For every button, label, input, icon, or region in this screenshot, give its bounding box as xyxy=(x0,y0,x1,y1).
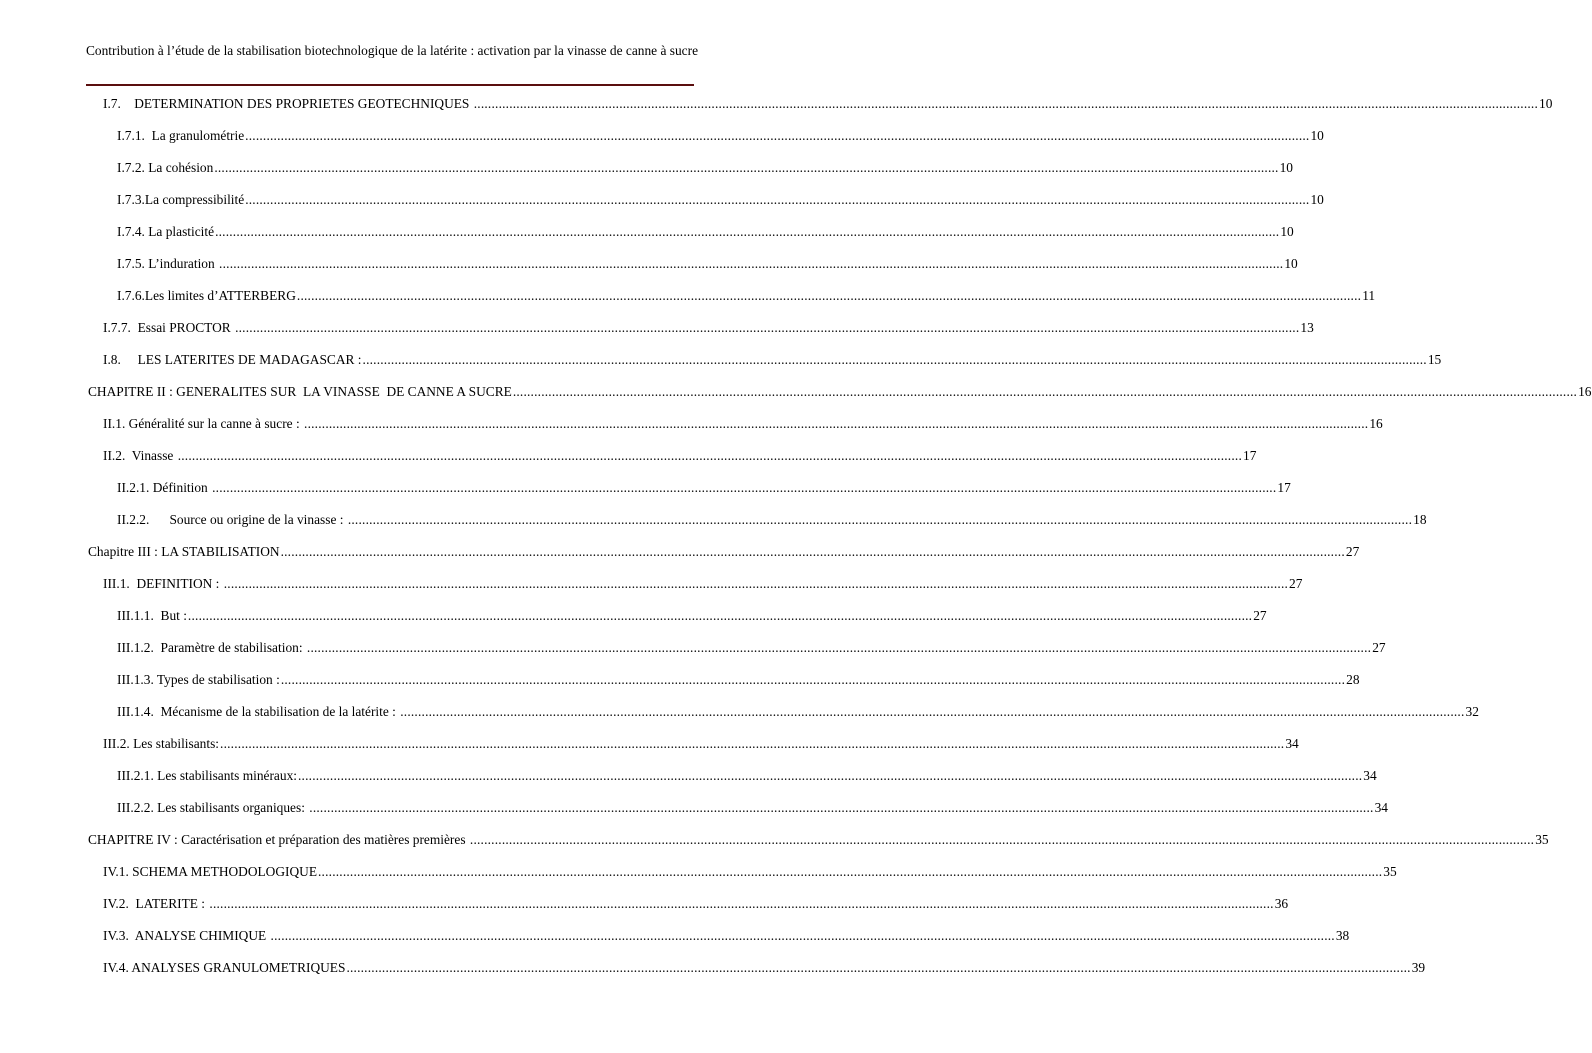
toc-leader-dots: ............................................................................................................................................................................................................................................................................................................ xyxy=(473,96,1539,111)
toc-entry-title: I.7.1. La granulométrie xyxy=(117,128,245,143)
toc-leader-dots: ............................................................................................................................................................................................................................................................................................................ xyxy=(304,416,1369,431)
toc-entry-page-number: 27 xyxy=(1253,608,1267,623)
toc-entry[interactable] xyxy=(103,894,1289,914)
toc-leader-dots: ............................................................................................................................................................................................................................................................................................................ xyxy=(215,224,1280,239)
toc-entry-page-number: 27 xyxy=(1345,544,1360,559)
toc-entry-page-number: 17 xyxy=(1243,448,1257,463)
toc-leader-dots: ............................................................................................................................................................................................................................................................................................................ xyxy=(309,800,1374,815)
toc-leader-dots: ............................................................................................................................................................................................................................................................................................................ xyxy=(235,320,1300,335)
toc-leader-dots: ............................................................................................................................................................................................................................................................................................................ xyxy=(223,576,1289,591)
toc-leader-dots: ............................................................................................................................................................................................................................................................................................................ xyxy=(318,864,1383,879)
toc-entry-page-number: 34 xyxy=(1285,736,1299,751)
toc-leader-dots: ............................................................................................................................................................................................................................................................................................................ xyxy=(347,512,1413,527)
toc-leader-dots: ............................................................................................................................................................................................................................................................................................................ xyxy=(219,256,1284,271)
toc-entry[interactable] xyxy=(117,638,1386,658)
toc-entry[interactable] xyxy=(117,190,1324,210)
toc-entry[interactable] xyxy=(117,798,1388,818)
toc-entry-title: I.7.3.La compressibilité xyxy=(117,192,245,207)
toc-entry-title: III.1.2. Paramètre de stabilisation: xyxy=(117,640,306,655)
toc-leader-dots: ............................................................................................................................................................................................................................................................................................................ xyxy=(270,928,1335,943)
toc-leader-dots: ............................................................................................................................................................................................................................................................................................................ xyxy=(245,192,1310,207)
toc-entry-title: I.7.7. Essai PROCTOR xyxy=(103,320,235,335)
toc-entry-page-number: 10 xyxy=(1310,128,1324,143)
toc-leader-dots: ............................................................................................................................................................................................................................................................................................................ xyxy=(177,448,1242,463)
toc-leader-dots: ............................................................................................................................................................................................................................................................................................................ xyxy=(209,896,1274,911)
toc-entry-page-number: 34 xyxy=(1374,800,1388,815)
toc-entry-title: III.1.3. Types de stabilisation : xyxy=(117,672,280,687)
toc-leader-dots: ............................................................................................................................................................................................................................................................................................................ xyxy=(280,544,1345,559)
toc-entry-page-number: 16 xyxy=(1578,384,1592,399)
toc-entry-page-number: 27 xyxy=(1289,576,1303,591)
toc-entry-page-number: 34 xyxy=(1363,768,1377,783)
toc-entry-title: I.7.2. La cohésion xyxy=(117,160,214,175)
toc-entry-title: III.1.4. Mécanisme de la stabilisation de la latérite : xyxy=(117,704,400,719)
toc-entry-title: CHAPITRE IV : Caractérisation et préparation des matières premières xyxy=(88,832,469,847)
toc-entry[interactable] xyxy=(117,702,1479,722)
toc-leader-dots: ............................................................................................................................................................................................................................................................................................................ xyxy=(245,128,1310,143)
toc-entry[interactable] xyxy=(88,830,1549,850)
toc-entry-title: I.8. LES LATERITES DE MADAGASCAR : xyxy=(103,352,362,367)
toc-entry[interactable] xyxy=(103,958,1426,978)
toc-entry-title: I.7.4. La plasticité xyxy=(117,224,215,239)
toc-entry-title: II.2. Vinasse xyxy=(103,448,177,463)
toc-entry[interactable] xyxy=(103,862,1397,882)
toc-entry-title: III.2.1. Les stabilisants minéraux: xyxy=(117,768,297,783)
toc-entry-page-number: 38 xyxy=(1335,928,1350,943)
toc-entry-title: III.2. Les stabilisants: xyxy=(103,736,220,751)
toc-entry-page-number: 39 xyxy=(1411,960,1426,975)
toc-entry[interactable] xyxy=(88,542,1360,562)
toc-entry[interactable] xyxy=(103,446,1257,466)
toc-leader-dots: ............................................................................................................................................................................................................................................................................................................ xyxy=(346,960,1411,975)
toc-entry-page-number: 17 xyxy=(1277,480,1291,495)
toc-leader-dots: ............................................................................................................................................................................................................................................................................................................ xyxy=(512,384,1578,399)
toc-entry-page-number: 27 xyxy=(1372,640,1386,655)
toc-entry-page-number: 10 xyxy=(1284,256,1298,271)
toc-entry-page-number: 10 xyxy=(1310,192,1324,207)
toc-entry-page-number: 13 xyxy=(1300,320,1314,335)
toc-leader-dots: ............................................................................................................................................................................................................................................................................................................ xyxy=(212,480,1277,495)
running-header: Contribution à l’étude de la stabilisation biotechnologique de la latérite : activation par la vinasse de canne à sucre xyxy=(85,43,699,58)
toc-entry-title: IV.1. SCHEMA METHODOLOGIQUE xyxy=(103,864,317,879)
toc-entry-title: I.7.5. L’induration xyxy=(117,256,219,271)
toc-entry[interactable] xyxy=(103,926,1350,946)
toc-entry[interactable] xyxy=(117,254,1298,274)
toc-entry-title: III.1.1. But : xyxy=(117,608,187,623)
toc-entry[interactable] xyxy=(103,318,1314,338)
toc-entry-page-number: 32 xyxy=(1465,704,1479,719)
header-rule xyxy=(86,84,694,86)
toc-entry-title: IV.2. LATERITE : xyxy=(103,896,209,911)
toc-leader-dots: ............................................................................................................................................................................................................................................................................................................ xyxy=(469,832,1535,847)
toc-leader-dots: ............................................................................................................................................................................................................................................................................................................ xyxy=(220,736,1285,751)
toc-leader-dots: ............................................................................................................................................................................................................................................................................................................ xyxy=(400,704,1465,719)
toc-entry[interactable] xyxy=(117,606,1267,626)
toc-entry-page-number: 28 xyxy=(1346,672,1360,687)
toc-leader-dots: ............................................................................................................................................................................................................................................................................................................ xyxy=(362,352,1427,367)
toc-entry[interactable] xyxy=(88,382,1592,402)
toc-entry-title: III.2.2. Les stabilisants organiques: xyxy=(117,800,309,815)
toc-entry-page-number: 36 xyxy=(1274,896,1289,911)
toc-entry[interactable] xyxy=(117,126,1324,146)
toc-entry-page-number: 15 xyxy=(1427,352,1442,367)
toc-entry[interactable] xyxy=(117,286,1376,306)
toc-entry-page-number: 35 xyxy=(1383,864,1397,879)
toc-entry-title: III.1. DEFINITION : xyxy=(103,576,223,591)
toc-entry-title: II.2.1. Définition xyxy=(117,480,212,495)
toc-leader-dots: ............................................................................................................................................................................................................................................................................................................ xyxy=(280,672,1346,687)
toc-entry-title: II.1. Généralité sur la canne à sucre : xyxy=(103,416,304,431)
toc-entry-title: I.7.6.Les limites d’ATTERBERG xyxy=(117,288,296,303)
toc-entry[interactable] xyxy=(103,574,1303,594)
toc-entry-page-number: 11 xyxy=(1362,288,1376,303)
toc-entry[interactable] xyxy=(103,94,1553,114)
toc-entry[interactable] xyxy=(103,414,1383,434)
toc-entry-title: IV.3. ANALYSE CHIMIQUE xyxy=(103,928,270,943)
toc-entry[interactable] xyxy=(117,222,1294,242)
toc-entry-page-number: 18 xyxy=(1413,512,1427,527)
toc-entry[interactable] xyxy=(117,510,1427,530)
toc-leader-dots: ............................................................................................................................................................................................................................................................................................................ xyxy=(298,768,1363,783)
toc-entry-page-number: 35 xyxy=(1535,832,1549,847)
toc-entry-page-number: 10 xyxy=(1279,160,1293,175)
toc-entry[interactable] xyxy=(103,350,1442,370)
toc-leader-dots: ............................................................................................................................................................................................................................................................................................................ xyxy=(187,608,1253,623)
toc-entry-title: Chapitre III : LA STABILISATION xyxy=(88,544,280,559)
toc-entry-page-number: 10 xyxy=(1280,224,1294,239)
toc-entry-title: II.2.2. Source ou origine de la vinasse : xyxy=(117,512,347,527)
toc-leader-dots: ............................................................................................................................................................................................................................................................................................................ xyxy=(214,160,1279,175)
toc-entry[interactable] xyxy=(117,766,1377,786)
toc-entry[interactable] xyxy=(103,734,1299,754)
toc-entry[interactable] xyxy=(117,478,1291,498)
toc-entry-title: I.7. DETERMINATION DES PROPRIETES GEOTECHNIQUES xyxy=(103,96,473,111)
toc-entry-title: CHAPITRE II : GENERALITES SUR LA VINASSE DE CANNE A SUCRE xyxy=(88,384,512,399)
toc-entry[interactable] xyxy=(117,158,1293,178)
toc-entry[interactable] xyxy=(117,670,1360,690)
toc-entry-page-number: 16 xyxy=(1369,416,1383,431)
toc-leader-dots: ............................................................................................................................................................................................................................................................................................................ xyxy=(296,288,1362,303)
toc-entry-page-number: 10 xyxy=(1539,96,1553,111)
toc-entry-title: IV.4. ANALYSES GRANULOMETRIQUES xyxy=(103,960,346,975)
toc-leader-dots: ............................................................................................................................................................................................................................................................................................................ xyxy=(306,640,1372,655)
